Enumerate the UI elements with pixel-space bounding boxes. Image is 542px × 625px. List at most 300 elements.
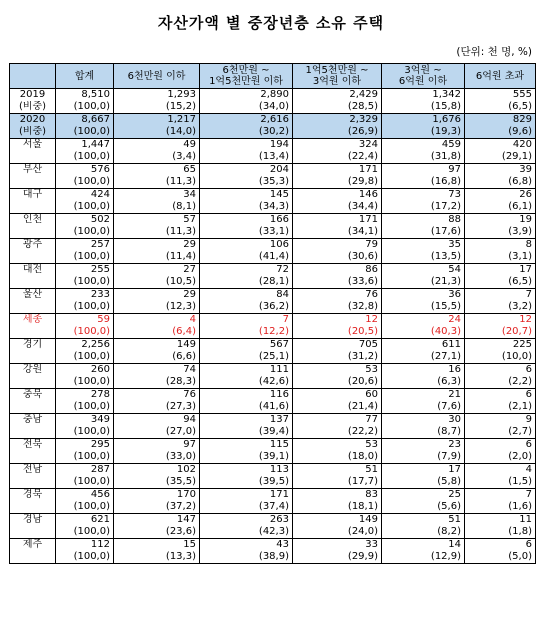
share-cell: (33,0) [114,451,200,464]
table-title: 자산가액 별 중장년층 소유 주택 [157,14,385,32]
share-cell: (15,2) [114,101,200,114]
row-label: 강원 [10,364,56,377]
row-label: 울산 [10,289,56,302]
share-cell: (9,6) [465,126,536,139]
share-cell: (6,6) [114,351,200,364]
share-cell: (6,5) [465,276,536,289]
row-label [10,476,56,489]
header-row [10,64,536,89]
count-cell: 39 [465,164,536,177]
share-cell: (36,2) [200,301,293,314]
share-cell: (100,0) [56,376,114,389]
share-cell: (3,4) [114,151,200,164]
count-cell: 171 [293,164,382,177]
count-cell: 257 [56,239,114,252]
row-label [10,326,56,339]
share-cell: (6,1) [465,201,536,214]
header-cell: 6천만원 ~ 1억5천만원 이하 [200,64,293,89]
share-cell: (6,3) [382,376,465,389]
row-label [10,376,56,389]
count-cell: 19 [465,214,536,227]
row-label [10,226,56,239]
count-cell: 24 [382,314,465,327]
table-row [10,464,536,477]
count-cell: 287 [56,464,114,477]
share-cell: (100,0) [56,151,114,164]
share-cell: (100,0) [56,351,114,364]
count-cell: 53 [293,364,382,377]
count-cell: 30 [382,414,465,427]
share-cell: (29,8) [293,176,382,189]
count-cell: 233 [56,289,114,302]
share-cell: (100,0) [56,501,114,514]
row-label: 제주 [10,539,56,552]
count-cell: 49 [114,139,200,152]
count-cell: 171 [293,214,382,227]
table-row [10,414,536,427]
share-cell: (3,9) [465,226,536,239]
count-cell: 76 [114,389,200,402]
count-cell: 97 [382,164,465,177]
count-cell: 84 [200,289,293,302]
share-cell: (28,3) [114,376,200,389]
row-label: 광주 [10,239,56,252]
row-label: 서울 [10,139,56,152]
share-cell: (100,0) [56,276,114,289]
row-label [10,251,56,264]
share-cell: (10,0) [465,351,536,364]
count-cell: 15 [114,539,200,552]
header-cell: 6천만원 이하 [114,64,200,89]
count-cell: 33 [293,539,382,552]
share-cell: (100,0) [56,176,114,189]
share-cell: (42,3) [200,526,293,539]
table-row [10,264,536,277]
table-row [10,301,536,314]
share-cell: (12,3) [114,301,200,314]
row-label: (비중) [10,101,56,114]
count-cell: 1,342 [382,89,465,102]
count-cell: 29 [114,239,200,252]
count-cell: 17 [465,264,536,277]
share-cell: (27,0) [114,426,200,439]
share-cell: (42,6) [200,376,293,389]
count-cell: 36 [382,289,465,302]
count-cell: 74 [114,364,200,377]
count-cell: 829 [465,114,536,127]
share-cell: (6,5) [465,101,536,114]
share-cell: (17,7) [293,476,382,489]
count-cell: 86 [293,264,382,277]
share-cell: (2,1) [465,401,536,414]
table-body [10,89,536,564]
share-cell: (5,6) [382,501,465,514]
table-row [10,126,536,139]
header-cell: 1억5천만원 ~ 3억원 이하 [293,64,382,89]
count-cell: 83 [293,489,382,502]
count-cell: 106 [200,239,293,252]
count-cell: 26 [465,189,536,202]
row-label: 인천 [10,214,56,227]
count-cell: 2,429 [293,89,382,102]
share-cell: (32,8) [293,301,382,314]
share-cell: (13,5) [382,251,465,264]
row-label: 전북 [10,439,56,452]
header-cell: 3억원 ~ 6억원 이하 [382,64,465,89]
share-cell: (100,0) [56,526,114,539]
row-label [10,151,56,164]
share-cell: (27,1) [382,351,465,364]
share-cell: (11,3) [114,226,200,239]
count-cell: 6 [465,539,536,552]
share-cell: (41,4) [200,251,293,264]
share-cell: (10,5) [114,276,200,289]
count-cell: 420 [465,139,536,152]
count-cell: 43 [200,539,293,552]
count-cell: 8 [465,239,536,252]
count-cell: 146 [293,189,382,202]
share-cell: (18,0) [293,451,382,464]
count-cell: 116 [200,389,293,402]
share-cell: (22,4) [293,151,382,164]
table-row [10,514,536,527]
row-label: 2020 [10,114,56,127]
share-cell: (24,0) [293,526,382,539]
count-cell: 29 [114,289,200,302]
count-cell: 171 [200,489,293,502]
share-cell: (3,2) [465,301,536,314]
header-cell [10,64,56,89]
share-cell: (30,2) [200,126,293,139]
count-cell: 502 [56,214,114,227]
share-cell: (37,4) [200,501,293,514]
count-cell: 59 [56,314,114,327]
row-label: 경북 [10,489,56,502]
count-cell: 6 [465,389,536,402]
row-label [10,276,56,289]
share-cell: (7,6) [382,401,465,414]
table-row [10,201,536,214]
count-cell: 2,256 [56,339,114,352]
share-cell: (100,0) [56,201,114,214]
row-label [10,551,56,564]
share-cell: (100,0) [56,426,114,439]
share-cell: (12,2) [200,326,293,339]
count-cell: 7 [465,489,536,502]
count-cell: 51 [293,464,382,477]
share-cell: (100,0) [56,551,114,564]
row-label: 충남 [10,414,56,427]
table-row [10,339,536,352]
count-cell: 456 [56,489,114,502]
count-cell: 225 [465,339,536,352]
count-cell: 94 [114,414,200,427]
count-cell: 21 [382,389,465,402]
share-cell: (39,5) [200,476,293,489]
count-cell: 2,329 [293,114,382,127]
table-row [10,451,536,464]
count-cell: 9 [465,414,536,427]
count-cell: 53 [293,439,382,452]
share-cell: (18,1) [293,501,382,514]
count-cell: 14 [382,539,465,552]
count-cell: 263 [200,514,293,527]
share-cell: (5,8) [382,476,465,489]
share-cell: (39,1) [200,451,293,464]
share-cell: (33,1) [200,226,293,239]
count-cell: 35 [382,239,465,252]
share-cell: (100,0) [56,401,114,414]
row-label: 경기 [10,339,56,352]
share-cell: (11,3) [114,176,200,189]
count-cell: 17 [382,464,465,477]
table-row [10,476,536,489]
share-cell: (21,3) [382,276,465,289]
count-cell: 621 [56,514,114,527]
header-cell: 6억원 초과 [465,64,536,89]
header-cell: 합계 [56,64,114,89]
share-cell: (28,5) [293,101,382,114]
table-row [10,439,536,452]
count-cell: 166 [200,214,293,227]
share-cell: (38,9) [200,551,293,564]
table-row [10,364,536,377]
share-cell: (17,6) [382,226,465,239]
share-cell: (6,4) [114,326,200,339]
share-cell: (7,9) [382,451,465,464]
row-label [10,426,56,439]
count-cell: 145 [200,189,293,202]
share-cell: (34,0) [200,101,293,114]
table-row [10,214,536,227]
share-cell: (37,2) [114,501,200,514]
share-cell: (20,7) [465,326,536,339]
share-cell: (34,1) [293,226,382,239]
table-row [10,114,536,127]
share-cell: (1,8) [465,526,536,539]
share-cell: (15,8) [382,101,465,114]
count-cell: 6 [465,364,536,377]
count-cell: 1,217 [114,114,200,127]
count-cell: 1,293 [114,89,200,102]
count-cell: 77 [293,414,382,427]
count-cell: 137 [200,414,293,427]
share-cell: (16,8) [382,176,465,189]
table-row [10,239,536,252]
count-cell: 60 [293,389,382,402]
count-cell: 97 [114,439,200,452]
count-cell: 611 [382,339,465,352]
share-cell: (28,1) [200,276,293,289]
count-cell: 88 [382,214,465,227]
table-row [10,164,536,177]
count-cell: 278 [56,389,114,402]
share-cell: (2,7) [465,426,536,439]
row-label: 대구 [10,189,56,202]
row-label: 충북 [10,389,56,402]
share-cell: (100,0) [56,226,114,239]
share-cell: (8,7) [382,426,465,439]
table-row [10,151,536,164]
row-label: 부산 [10,164,56,177]
count-cell: 11 [465,514,536,527]
count-cell: 113 [200,464,293,477]
count-cell: 260 [56,364,114,377]
count-cell: 194 [200,139,293,152]
row-label: 경남 [10,514,56,527]
table-row [10,139,536,152]
count-cell: 204 [200,164,293,177]
share-cell: (22,2) [293,426,382,439]
share-cell: (1,5) [465,476,536,489]
count-cell: 8,667 [56,114,114,127]
share-cell: (5,0) [465,551,536,564]
share-cell: (20,5) [293,326,382,339]
count-cell: 576 [56,164,114,177]
share-cell: (100,0) [56,476,114,489]
row-label: (비중) [10,126,56,139]
row-label [10,301,56,314]
count-cell: 51 [382,514,465,527]
count-cell: 4 [465,464,536,477]
table-row [10,389,536,402]
table-row [10,189,536,202]
share-cell: (35,3) [200,176,293,189]
count-cell: 170 [114,489,200,502]
count-cell: 23 [382,439,465,452]
count-cell: 295 [56,439,114,452]
count-cell: 65 [114,164,200,177]
share-cell: (30,6) [293,251,382,264]
table-row [10,326,536,339]
count-cell: 34 [114,189,200,202]
count-cell: 57 [114,214,200,227]
share-cell: (25,1) [200,351,293,364]
count-cell: 705 [293,339,382,352]
share-cell: (41,6) [200,401,293,414]
table-row [10,489,536,502]
share-cell: (100,0) [56,101,114,114]
share-cell: (29,1) [465,151,536,164]
share-cell: (35,5) [114,476,200,489]
share-cell: (14,0) [114,126,200,139]
table-row [10,89,536,102]
count-cell: 149 [293,514,382,527]
share-cell: (12,9) [382,551,465,564]
count-cell: 54 [382,264,465,277]
unit-label: (단위: 천 명, %) [456,46,532,58]
share-cell: (11,4) [114,251,200,264]
share-cell: (100,0) [56,451,114,464]
table-row [10,289,536,302]
table-row [10,501,536,514]
count-cell: 8,510 [56,89,114,102]
row-label [10,451,56,464]
share-cell: (21,4) [293,401,382,414]
share-cell: (2,0) [465,451,536,464]
table-row [10,251,536,264]
count-cell: 567 [200,339,293,352]
share-cell: (33,6) [293,276,382,289]
count-cell: 7 [465,289,536,302]
table-row [10,526,536,539]
table-row [10,276,536,289]
count-cell: 76 [293,289,382,302]
share-cell: (20,6) [293,376,382,389]
share-cell: (34,3) [200,201,293,214]
count-cell: 349 [56,414,114,427]
share-cell: (17,2) [382,201,465,214]
table-row [10,426,536,439]
row-label: 전남 [10,464,56,477]
share-cell: (13,4) [200,151,293,164]
share-cell: (100,0) [56,126,114,139]
count-cell: 12 [293,314,382,327]
count-cell: 324 [293,139,382,152]
share-cell: (8,1) [114,201,200,214]
table-row [10,314,536,327]
share-cell: (100,0) [56,301,114,314]
count-cell: 72 [200,264,293,277]
share-cell: (23,6) [114,526,200,539]
share-cell: (31,2) [293,351,382,364]
count-cell: 16 [382,364,465,377]
share-cell: (1,6) [465,501,536,514]
count-cell: 25 [382,489,465,502]
count-cell: 27 [114,264,200,277]
row-label [10,526,56,539]
count-cell: 115 [200,439,293,452]
count-cell: 12 [465,314,536,327]
count-cell: 6 [465,439,536,452]
count-cell: 79 [293,239,382,252]
housing-table [9,63,536,564]
share-cell: (13,3) [114,551,200,564]
count-cell: 112 [56,539,114,552]
table-row [10,539,536,552]
row-label [10,501,56,514]
table-row [10,376,536,389]
share-cell: (26,9) [293,126,382,139]
row-label: 대전 [10,264,56,277]
row-label [10,351,56,364]
count-cell: 555 [465,89,536,102]
share-cell: (3,1) [465,251,536,264]
row-label [10,401,56,414]
share-cell: (27,3) [114,401,200,414]
count-cell: 459 [382,139,465,152]
count-cell: 1,447 [56,139,114,152]
count-cell: 73 [382,189,465,202]
share-cell: (100,0) [56,326,114,339]
table-row [10,176,536,189]
share-cell: (8,2) [382,526,465,539]
count-cell: 255 [56,264,114,277]
share-cell: (39,4) [200,426,293,439]
table-row [10,351,536,364]
share-cell: (40,3) [382,326,465,339]
share-cell: (34,4) [293,201,382,214]
share-cell: (31,8) [382,151,465,164]
count-cell: 2,616 [200,114,293,127]
count-cell: 1,676 [382,114,465,127]
count-cell: 2,890 [200,89,293,102]
table-row [10,551,536,564]
count-cell: 4 [114,314,200,327]
count-cell: 7 [200,314,293,327]
share-cell: (100,0) [56,251,114,264]
table-row [10,401,536,414]
